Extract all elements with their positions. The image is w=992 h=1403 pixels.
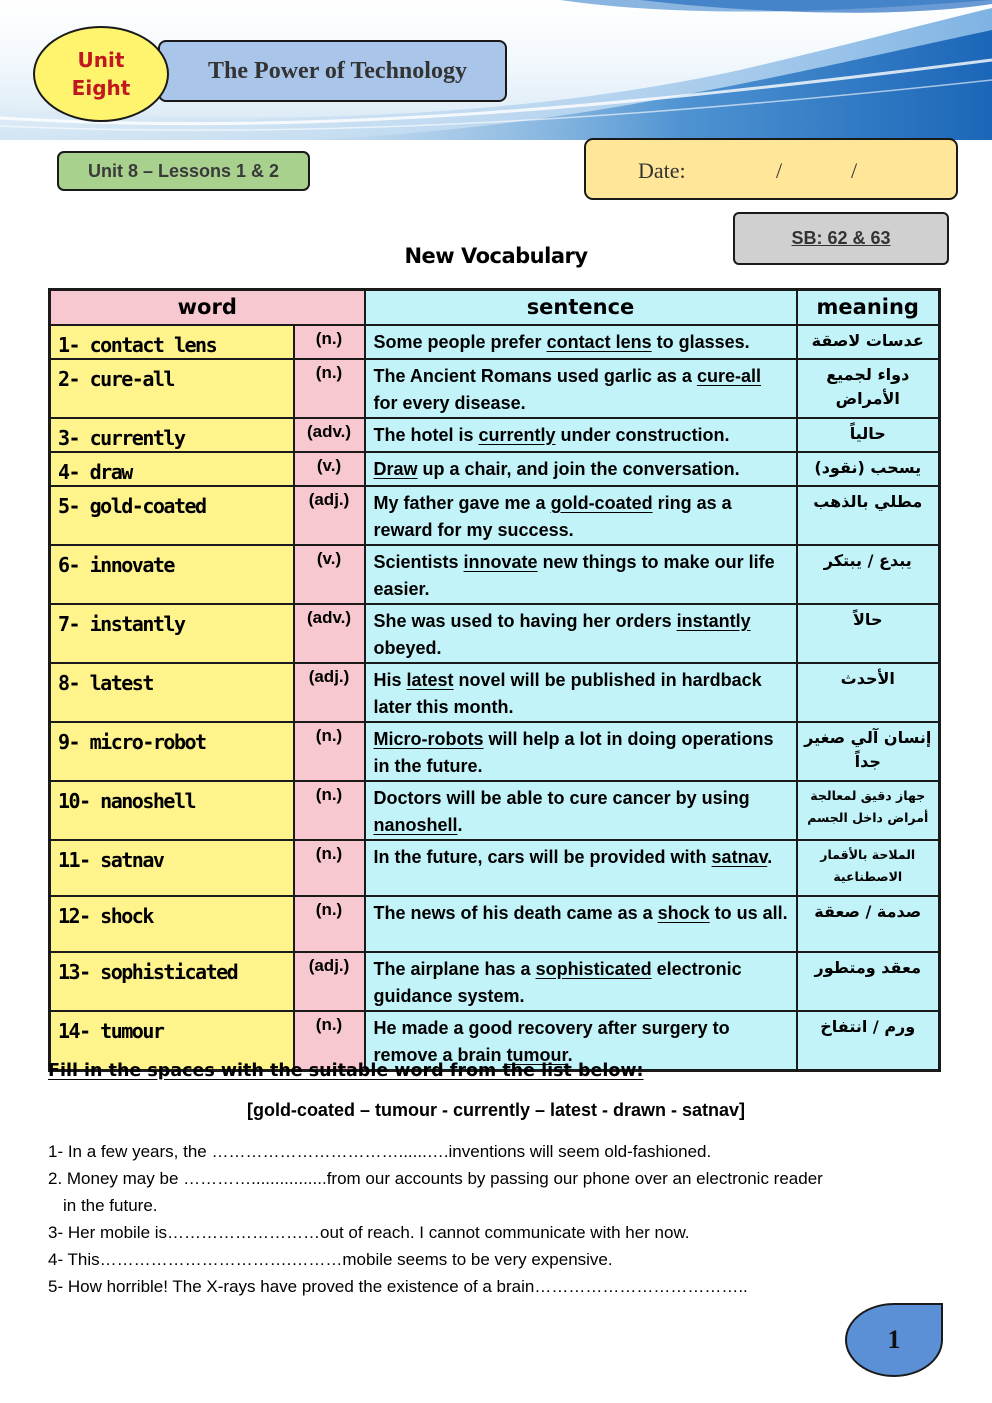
sentence-keyword: innovate <box>463 551 538 572</box>
sentence-text: He made a good recovery after surgery to remove a brain <box>373 1017 730 1065</box>
sentence-text: ring as a reward for my success. <box>373 492 732 540</box>
sentence-text: Doctors will be able to cure cancer by using <box>373 787 750 808</box>
unit-number: Eight <box>71 76 131 100</box>
arabic-meaning: حالياً <box>797 418 940 452</box>
example-sentence <box>365 486 797 545</box>
example-sentence <box>365 663 797 722</box>
sentence-text: electronic guidance system. <box>373 958 742 1006</box>
arabic-meaning: جهاز دقيق لمعالجة أمراض داخل الجسم <box>797 781 940 840</box>
sentence-text: His <box>373 669 407 690</box>
part-of-speech: (n.) <box>294 896 365 952</box>
arabic-meaning: معقد ومتطور <box>797 952 940 1011</box>
sentence-text: under construction. <box>555 424 730 445</box>
arabic-meaning: يسحب (نقود) <box>797 452 940 486</box>
sentence-text: Scientists <box>373 551 464 572</box>
sentence-keyword: contact lens <box>546 331 652 352</box>
sentence-text: The hotel is <box>373 424 479 445</box>
example-sentence <box>365 452 797 486</box>
sentence-keyword: Draw <box>373 458 418 479</box>
table-row <box>50 663 940 722</box>
date-box <box>584 138 958 200</box>
header-sentence: sentence <box>365 290 797 325</box>
table-row <box>50 604 940 663</box>
lesson-label: Unit 8 – Lessons 1 & 2 <box>87 160 280 181</box>
sentence-text: will help a lot in doing operations in the future. <box>373 728 774 776</box>
unit-title-box <box>158 40 507 102</box>
example-sentence <box>365 952 797 1011</box>
date-label: Date: <box>638 158 686 183</box>
part-of-speech: (adv.) <box>294 604 365 663</box>
arabic-meaning: دواء لجميع الأمراض <box>797 359 940 418</box>
table-row <box>50 840 940 896</box>
question-item: 1- In a few years, the ……………………………......….inventions will seem old-fashioned. <box>48 1142 712 1161</box>
sentence-keyword: gold-coated <box>550 492 653 513</box>
example-sentence <box>365 896 797 952</box>
sentence-keyword: cure-all <box>696 365 761 386</box>
arabic-meaning: إنسان آلي صغير جداً <box>797 722 940 781</box>
arabic-meaning: حالاً <box>797 604 940 663</box>
sentence-keyword: satnav <box>711 846 768 867</box>
vocab-word: 12- shock <box>50 896 294 952</box>
example-sentence <box>365 325 797 359</box>
unit-title: The Power of Technology <box>208 57 467 84</box>
part-of-speech: (v.) <box>294 545 365 604</box>
unit-badge <box>33 26 169 122</box>
arabic-meaning: عدسات لاصقة <box>797 325 940 359</box>
vocab-word: 10- nanoshell <box>50 781 294 840</box>
sentence-keyword: instantly <box>676 610 751 631</box>
example-sentence <box>365 722 797 781</box>
sentence-text: new things to make our life easier. <box>373 551 775 599</box>
table-row <box>50 952 940 1011</box>
sentence-text: to glasses. <box>651 331 750 352</box>
arabic-meaning: الملاحة بالأقمار الاصطناعية <box>797 840 940 896</box>
sentence-text: . <box>767 846 773 867</box>
page-number-badge <box>845 1303 943 1377</box>
table-row <box>50 781 940 840</box>
vocab-word: 8- latest <box>50 663 294 722</box>
table-row <box>50 452 940 486</box>
vocab-word: 13- sophisticated <box>50 952 294 1011</box>
part-of-speech: (n.) <box>294 840 365 896</box>
section-title: New Vocabulary <box>404 244 588 268</box>
sentence-text: . <box>457 814 463 835</box>
sentence-keyword: shock <box>657 902 710 923</box>
table-header-row <box>50 290 940 325</box>
vocab-word: 5- gold-coated <box>50 486 294 545</box>
part-of-speech: (adj.) <box>294 663 365 722</box>
table-row <box>50 722 940 781</box>
table-row <box>50 359 940 418</box>
table-row <box>50 486 940 545</box>
table-row <box>50 896 940 952</box>
question-item: 4- This…………………………….………mobile seems to be very expensive. <box>48 1250 613 1269</box>
arabic-meaning: يبدع / يبتكر <box>797 545 940 604</box>
arabic-meaning: ورم / انتفاخ <box>797 1011 940 1071</box>
header-meaning: meaning <box>797 290 940 325</box>
sentence-text: The airplane has a <box>373 958 536 979</box>
exercise-word-list: [gold-coated – tumour - currently – latest - drawn - satnav] <box>246 1100 746 1120</box>
vocab-word: 6- innovate <box>50 545 294 604</box>
question-item: 3- Her mobile is………………………out of reach. I cannot communicate with her now. <box>48 1223 690 1242</box>
example-sentence <box>365 418 797 452</box>
part-of-speech: (n.) <box>294 325 365 359</box>
part-of-speech: (n.) <box>294 1011 365 1071</box>
example-sentence <box>365 840 797 896</box>
arabic-meaning: الأحدث <box>797 663 940 722</box>
sentence-text: She was used to having her orders <box>373 610 677 631</box>
sentence-keyword: Micro-robots <box>373 728 484 749</box>
exercise-heading: Fill in the spaces with the suitable word from the list below: <box>48 1061 644 1081</box>
question-item-continued: in the future. <box>63 1196 158 1215</box>
sentence-text: obeyed. <box>373 637 442 658</box>
table-row <box>50 418 940 452</box>
exercise-questions <box>48 1138 948 1300</box>
sentence-text: for every disease. <box>373 392 526 413</box>
sentence-keyword: latest <box>406 669 454 690</box>
vocab-word: 3- currently <box>50 418 294 452</box>
arabic-meaning: مطلي بالذهب <box>797 486 940 545</box>
part-of-speech: (v.) <box>294 452 365 486</box>
lesson-label-box <box>57 151 310 191</box>
sentence-text: In the future, cars will be provided with <box>373 846 712 867</box>
header-word: word <box>50 290 365 325</box>
sentence-text: novel will be published in hardback later this month. <box>373 669 762 717</box>
example-sentence <box>365 545 797 604</box>
student-book-ref: SB: 62 & 63 <box>791 228 891 248</box>
sentence-keyword: currently <box>478 424 556 445</box>
vocabulary-table <box>48 288 941 1072</box>
part-of-speech: (adv.) <box>294 418 365 452</box>
part-of-speech: (n.) <box>294 781 365 840</box>
arabic-meaning: صدمة / صعقة <box>797 896 940 952</box>
part-of-speech: (n.) <box>294 359 365 418</box>
vocab-word: 2- cure-all <box>50 359 294 418</box>
example-sentence <box>365 359 797 418</box>
part-of-speech: (adj.) <box>294 486 365 545</box>
part-of-speech: (n.) <box>294 722 365 781</box>
question-item: 2. Money may be …………................from our accounts by passing our phone over an electronic reader <box>48 1169 823 1188</box>
vocab-word: 1- contact lens <box>50 325 294 359</box>
question-item: 5- How horrible! The X-rays have proved the existence of a brain……………………………….. <box>48 1277 748 1296</box>
vocab-word: 14- tumour <box>50 1011 294 1071</box>
sentence-keyword: nanoshell <box>373 814 458 835</box>
sentence-text: The news of his death came as a <box>373 902 658 923</box>
vocab-word: 9- micro-robot <box>50 722 294 781</box>
sentence-text: My father gave me a <box>373 492 551 513</box>
sentence-keyword: tumour <box>506 1044 568 1065</box>
table-row <box>50 545 940 604</box>
vocab-word: 11- satnav <box>50 840 294 896</box>
sentence-text: The Ancient Romans used garlic as a <box>373 365 697 386</box>
example-sentence <box>365 781 797 840</box>
date-separator: / <box>776 158 783 183</box>
example-sentence <box>365 604 797 663</box>
vocab-word: 4- draw <box>50 452 294 486</box>
unit-label: Unit <box>77 48 125 72</box>
sentence-text: Some people prefer <box>373 331 547 352</box>
sentence-text: up a chair, and join the conversation. <box>417 458 740 479</box>
date-separator: / <box>851 158 858 183</box>
page-number: 1 <box>887 1325 901 1354</box>
sentence-keyword: sophisticated <box>535 958 652 979</box>
part-of-speech: (adj.) <box>294 952 365 1011</box>
sentence-text: to us all. <box>709 902 788 923</box>
sentence-text: . <box>567 1044 573 1065</box>
vocab-word: 7- instantly <box>50 604 294 663</box>
table-row <box>50 325 940 359</box>
